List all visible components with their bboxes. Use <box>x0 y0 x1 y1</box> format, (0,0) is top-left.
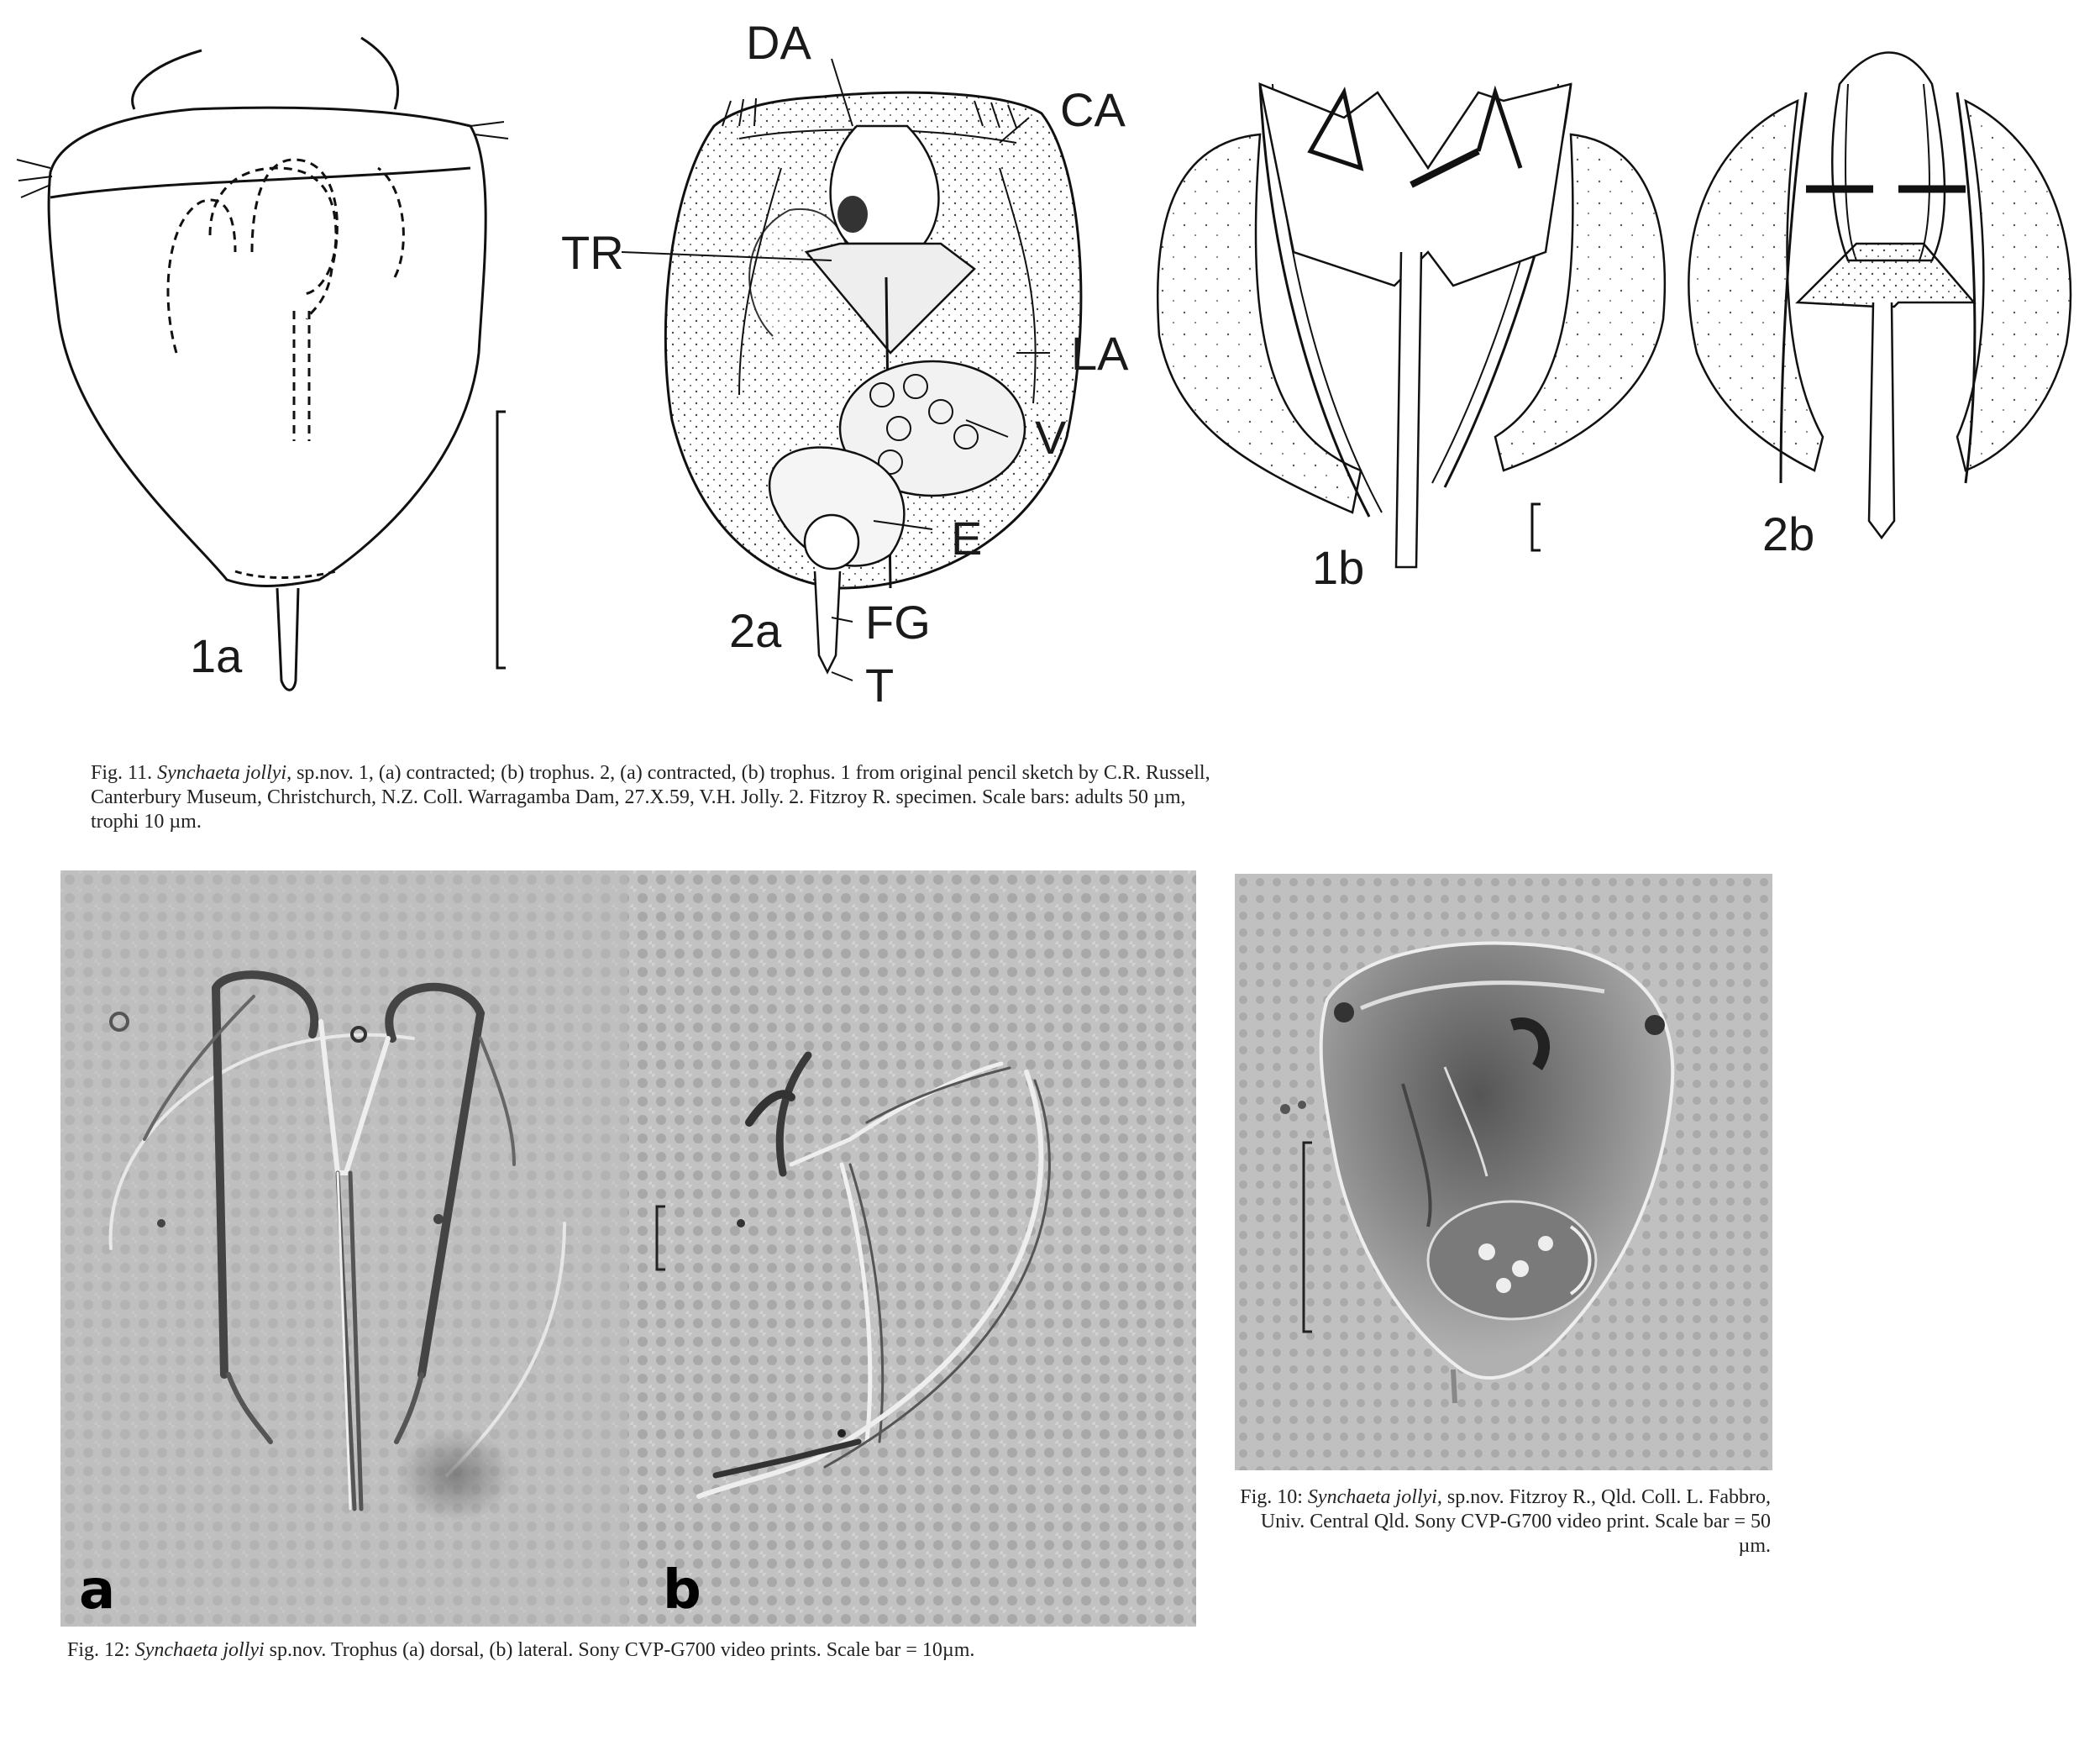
panel-label-1a: 1a <box>190 629 243 682</box>
caption-10-species: Synchaeta jollyi, <box>1307 1486 1442 1508</box>
caption-10-text: sp.nov. Fitzroy R., Qld. Coll. L. Fabbro, Univ. Central Qld. Sony CVP-G700 video print. Scale bar = 50 µm. <box>1260 1486 1771 1557</box>
label-DA: DA <box>746 16 811 69</box>
panel-label-1b: 1b <box>1312 541 1365 594</box>
figure-12-photo-panel <box>60 870 1196 1627</box>
label-V: V <box>1035 411 1067 464</box>
figure-10-photo-panel <box>1235 874 1772 1470</box>
drawing-2b-trophus <box>1688 53 2071 539</box>
figure-11-drawings <box>0 0 2100 739</box>
panel-label-12b: b <box>663 1559 701 1622</box>
panel-label-12a: a <box>79 1559 116 1622</box>
label-CA: CA <box>1060 83 1126 136</box>
label-E: E <box>951 512 983 565</box>
drawing-2a-contracted <box>665 92 1081 672</box>
label-T: T <box>865 659 895 712</box>
caption-12-text: sp.nov. Trophus (a) dorsal, (b) lateral. Sony CVP-G700 video prints. Scale bar = 10µm. <box>264 1639 975 1661</box>
caption-11-species: Synchaeta jollyi, <box>157 762 292 784</box>
caption-12-species: Synchaeta jollyi <box>134 1639 265 1661</box>
label-FG: FG <box>865 596 931 649</box>
drawing-1b-trophus <box>1158 84 1665 567</box>
caption-11-prefix: Fig. 11. <box>91 762 153 784</box>
scale-bar-1b <box>1532 504 1541 550</box>
figure-12-photo-image <box>60 870 1196 1627</box>
label-TR: TR <box>561 226 624 279</box>
figure-11-caption <box>91 761 1233 834</box>
caption-11-text: sp.nov. 1, (a) contracted; (b) trophus. 2, (a) contracted, (b) trophus. 1 from original pencil sketch by C.R. Russell, Canterbury Museum, Christchurch, N.Z. Coll. Warragamba Dam, 27.X.59, V.H. Jolly. 2. Fitzroy R. specimen. Scale bars: adults 50 µm, trophi 10 µm. <box>91 762 1210 833</box>
caption-12-prefix: Fig. 12: <box>67 1639 130 1661</box>
figure-10-photo-image <box>1235 874 1772 1470</box>
drawing-1a-contracted <box>17 38 508 690</box>
scale-bar-1a <box>497 412 506 668</box>
caption-10-prefix: Fig. 10: <box>1240 1486 1303 1508</box>
panel-label-2a: 2a <box>729 604 782 657</box>
panel-label-2b: 2b <box>1762 507 1815 560</box>
label-LA: LA <box>1071 327 1129 380</box>
photo-smudge <box>396 1429 514 1522</box>
figure-12-caption <box>67 1638 1193 1663</box>
figure-10-caption <box>1233 1485 1771 1559</box>
